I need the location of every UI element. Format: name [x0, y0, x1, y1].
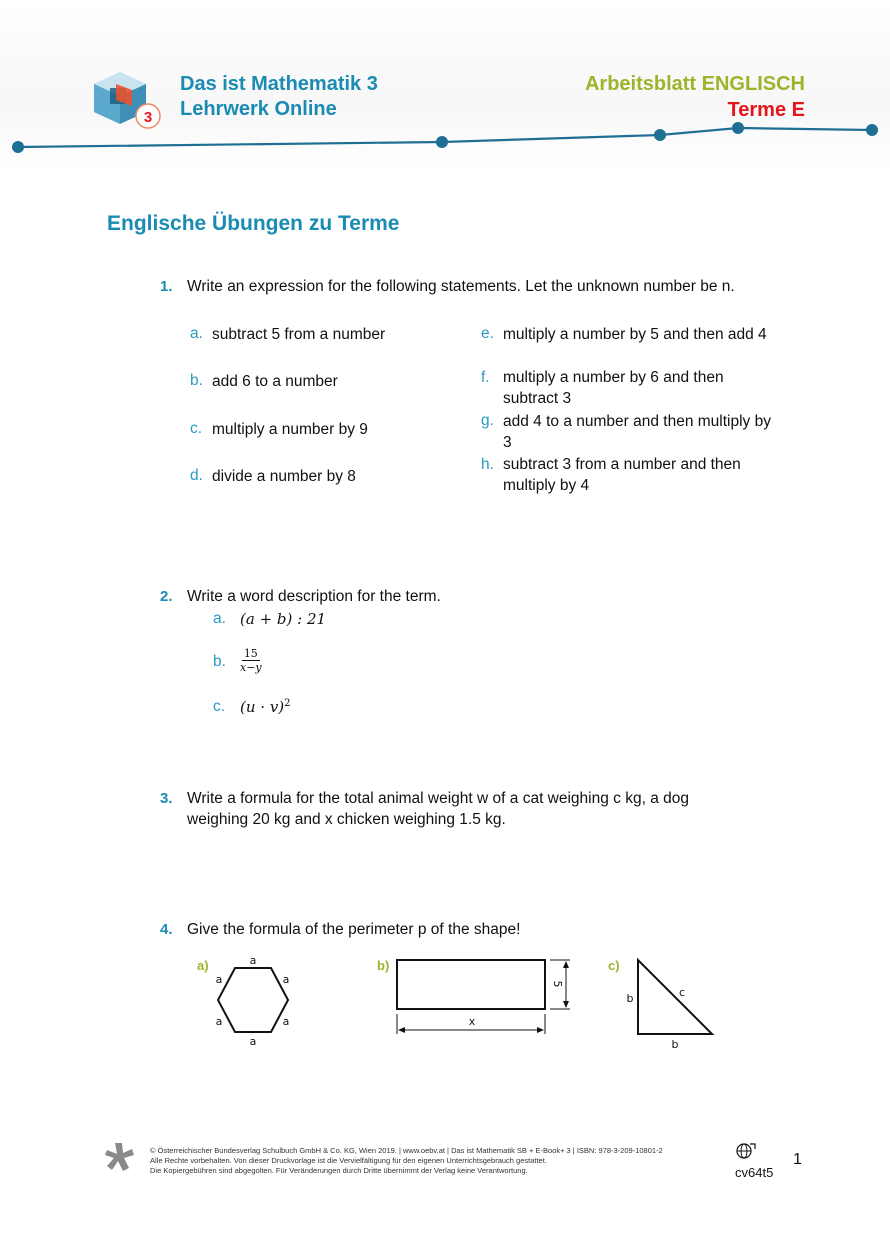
- footer-line-1: © Österreichischer Bundesverlag Schulbuch GmbH & Co. KG, Wien 2019. | www.oebv.at | Das ist Mathematik SB + E-Book+ 3 | ISBN: 978-3-209-10801-2: [150, 1146, 663, 1155]
- task-1-item-g: add 4 to a number and then multiply by 3: [503, 413, 771, 451]
- task-1-letter-h: h.: [481, 456, 494, 473]
- power-exponent: 2: [284, 698, 291, 709]
- task-1-letter-e: e.: [481, 325, 494, 342]
- task-2-fraction-b: [240, 647, 262, 674]
- page-number: 1: [793, 1151, 802, 1168]
- shape-a-label: a): [197, 958, 209, 973]
- power-base: (u · v): [240, 698, 285, 716]
- fraction-numerator: 15: [243, 647, 258, 660]
- task-2-text: Write a word description for the term.: [187, 588, 441, 605]
- fraction-denominator: x−y: [240, 661, 262, 674]
- hexagon-side-label: a: [215, 973, 223, 986]
- timeline-dot: [12, 141, 24, 153]
- timeline-dot: [654, 129, 666, 141]
- task-1-letter-c: c.: [190, 420, 203, 437]
- online-code: cv64t5: [735, 1165, 774, 1180]
- task-2-expr-c: [240, 698, 291, 716]
- rectangle-height-label: 5: [551, 980, 564, 988]
- task-2-letter-a: a.: [213, 610, 226, 627]
- task-3-text-line-2: weighing 20 kg and x chicken weighing 1.5 kg.: [187, 811, 506, 828]
- shape-c-label: c): [608, 958, 620, 973]
- task-3-text-line-1: Write a formula for the total animal weight w of a cat weighing c kg, a dog: [187, 790, 689, 807]
- hexagon-side-label: a: [282, 973, 290, 986]
- task-1-item-b: add 6 to a number: [212, 373, 338, 390]
- online-code-globe-icon: [735, 1141, 757, 1161]
- task-1-item-h: subtract 3 from a number and then multiply by 4: [503, 456, 741, 494]
- task-1-item-d: divide a number by 8: [212, 468, 356, 485]
- task-2-letter-c: c.: [213, 698, 226, 715]
- task-1-item-e: multiply a number by 5 and then add 4: [503, 326, 767, 343]
- timeline-dot: [866, 124, 878, 136]
- footer-line-2: Alle Rechte vorbehalten. Von dieser Druckvorlage ist die Vervielfältigung für den eigenen Unterrichtsgebrauch gestattet.: [150, 1156, 547, 1165]
- hexagon-side-label: a: [282, 1015, 290, 1028]
- sheet-type: Arbeitsblatt ENGLISCH: [584, 73, 805, 95]
- rectangle-width-label: x: [468, 1015, 476, 1028]
- task-1-item-a: subtract 5 from a number: [212, 326, 386, 343]
- task-1-item-c: multiply a number by 9: [212, 421, 368, 438]
- task-1-letter-a: a.: [190, 325, 203, 342]
- task-4-number: 4.: [160, 921, 173, 938]
- hexagon-shape: [208, 952, 298, 1048]
- task-3-number: 3.: [160, 790, 173, 807]
- triangle-vertical-label: b: [626, 992, 634, 1005]
- publisher-logo-icon: [103, 1140, 135, 1174]
- task-1-letter-g: g.: [481, 412, 494, 429]
- timeline-dot: [732, 122, 744, 134]
- task-1-item-f: multiply a number by 6 and then subtract 3: [503, 369, 724, 407]
- task-1-number: 1.: [160, 278, 173, 295]
- task-2-letter-b: b.: [213, 653, 226, 670]
- task-1-text: Write an expression for the following statements. Let the unknown number be n.: [187, 278, 735, 295]
- hexagon-side-label: a: [249, 1035, 257, 1048]
- page-title: Englische Übungen zu Terme: [107, 212, 400, 235]
- triangle-hypotenuse-label: c: [678, 986, 686, 999]
- brand-title: [180, 72, 378, 122]
- task-1-letter-d: d.: [190, 467, 203, 484]
- footer-legal: [150, 1146, 663, 1176]
- timeline-dot: [436, 136, 448, 148]
- task-1-letter-f: f.: [481, 369, 490, 386]
- brand-line-2: Lehrwerk Online: [180, 98, 337, 120]
- brand-line-1: Das ist Mathematik 3: [180, 73, 378, 95]
- triangle-shape: [620, 952, 720, 1052]
- task-4-text: Give the formula of the perimeter p of the shape!: [187, 921, 521, 938]
- footer-line-3: Die Kopiergebühren sind abgegolten. Für Veränderungen durch Dritte übernimmt der Verlag keine Verantwortung.: [150, 1166, 528, 1175]
- sheet-topic: Terme E: [727, 99, 805, 121]
- svg-text:3: 3: [143, 109, 153, 126]
- triangle-bottom-label: b: [671, 1038, 679, 1051]
- rectangle-shape: [392, 952, 582, 1040]
- header-timeline: [0, 118, 890, 158]
- task-1-letter-b: b.: [190, 372, 203, 389]
- task-2-expr-a: (a + b) : 21: [240, 610, 327, 628]
- hexagon-side-label: a: [215, 1015, 223, 1028]
- hexagon-side-label: a: [249, 954, 257, 967]
- task-2-number: 2.: [160, 588, 173, 605]
- shape-b-label: b): [377, 958, 390, 973]
